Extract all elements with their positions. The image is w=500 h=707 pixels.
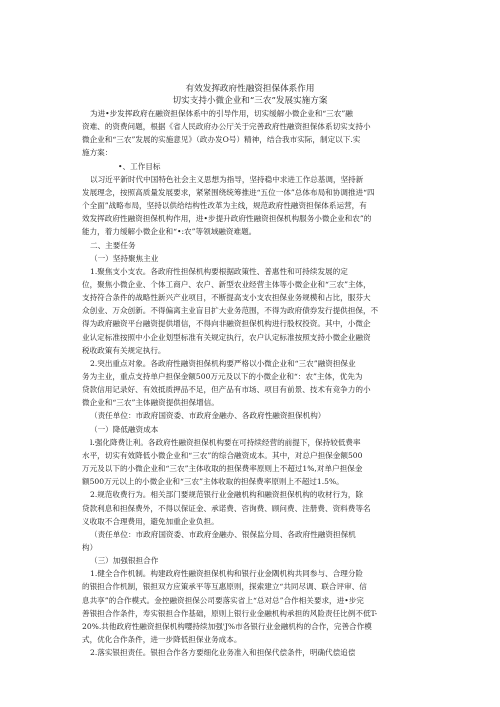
body-line: 能力，着力缓解小微企业和“•:农”等领域融资难题。 — [82, 227, 257, 237]
body-line: 得为政府融资平台融资提供增信，不得向非融资担保机构进行股权投资。其中，小微企 — [82, 319, 371, 329]
body-line: 微企业和“三农”主体融资提供担保增信。 — [82, 398, 219, 408]
body-line: 众创业、万众创新。不得偏离主业盲目扩大业务范围，不得为政府债券发行提供担保，不 — [82, 306, 379, 316]
body-line: 2.突出重点对象。各政府性融资担保机构要严格以小微企业和“三农”融资担保业 — [90, 358, 356, 368]
body-line: 支持符合条件的战略性新兴产业项目，不断提高支小支农担保业务规模和占比，服芬大 — [82, 293, 371, 303]
body-line: 税收政策有关规定执行。 — [82, 345, 166, 355]
body-line: 个全面”战略布局，坚持以供给结构性改革为主线，规范政府性融资担保体系运营，有 — [82, 201, 367, 211]
body-line: 式，优化合作条件，进一步降低担保业务成本。 — [82, 635, 242, 644]
body-line: 1.聚焦支小支农。各政府性担保机构要根据政策性、普惠性和可持续发展的定 — [90, 266, 348, 276]
body-line: 息共享”的合作模式。金控融资担保公司要落实省上“总对总”合作相关要求，进•步完 — [82, 595, 364, 605]
body-line: 为进•步发挥政府在融资担保体系中的引导作用，切实缓解小微企业和“三农”融 — [90, 109, 353, 118]
body-line: 发展理念，按照高质量发展要求，紧紧围绕统筹推进“五位一体”总体布局和协调推进“四 — [82, 187, 375, 197]
body-line: （一）降低融资成本 — [90, 424, 159, 434]
document-subtitle: 切实支持小微企业和“三农”发展实施方案 — [172, 96, 328, 106]
body-line: l.强化降费让利。各政府性融资担保机构要在可持续经营的前提下，保持较低费率 — [90, 437, 361, 447]
body-line: （责任单位：市政府国资委、市政府金融办、银保监分局、各政府性融资担保机 — [90, 529, 356, 539]
body-line: 义收取不合理费用，避免加重企业负担。 — [82, 516, 219, 526]
body-line: 务为主业，重点支持单户担保金额500万元及以下的小微企业和“：农”主体，优先为 — [82, 372, 363, 381]
body-line: （三）加强银担合作 — [90, 556, 159, 566]
body-line: 微企业和“三农”发展的实施意见》（政办发O号）精神，结合我市实际，制定以下.实 — [82, 135, 361, 145]
body-line: 2.规范收费行为。相关部门要规范银行业金融机构和融资担保机构的收材行为，除 — [90, 490, 364, 500]
body-line: 位，聚焦小微企业、个体工商户、农户、新型农业经营主体等小微企业和“三农”主体， — [82, 279, 371, 289]
body-line: 贷款信用记录好、有效抵质押品不足，但产品有市场、项目有前景、技术有竞争力的小 — [82, 385, 371, 395]
body-line: 业认定标准按照中小企业划型标准有关规定执行，农户认定标准按照支持小微企业融资 — [82, 332, 371, 342]
body-line: 资难、的资费问题，根据《省人民政府办公厅关于完善政府性融资担保体系切实支持小 — [82, 122, 371, 132]
body-line: 贷款利息和担保费外，不得以保证金、承诺费、咨询费、顾问费、注册费、资料费等名 — [82, 503, 371, 513]
body-line: 以习近平新时代中国特色社会主义思想为指导，坚持稳中求进工作总基调，坚持新 — [90, 174, 364, 184]
body-line: 施方案： — [82, 148, 113, 158]
body-line: 二、主要任务 — [90, 240, 136, 250]
body-line: 1.健全合作机制。构建政府性融资担保机构和银行业金隅机构共同参与、合理分险 — [90, 569, 364, 579]
body-line: 效发挥政府性融资担保机构作用，进•步提升政府性融资担保机构服务小微企业和农”的 — [82, 214, 372, 224]
body-line: •、工作目标 — [118, 161, 161, 171]
body-line: 2.落实银担责任。银担合作各方要细化业务准入和担保代偿条件，明确代偿追偿 — [90, 648, 356, 658]
body-line: 善银担合作条件，寿实银担合作基础，原则上银行业金融机构承担的风险责任比例不低T- — [82, 608, 378, 618]
body-line: 的银担合作机制，银担双方应策承平等互惠原则，探索建立“共同尽调、联合评审、信 — [82, 582, 367, 592]
body-line: 万元及以下的小微企业和“三农”主体收取的担保费率原则上不超过1%,对单户担保金 — [82, 464, 363, 474]
body-line: （责任单位：市政府国资委、市政府金融办、各政府性融资担保机构） — [90, 411, 326, 421]
body-line: 水平，切实有效降低小微企业和“三农”的综合融资成本。其中，对总户担保金额500 — [82, 450, 363, 460]
body-line: 构） — [82, 542, 98, 552]
body-line: （一）坚持聚焦主业 — [90, 253, 159, 263]
body-line: 额500万元以上的小微企业和“三农”主体收取的担保费率原则上不超过1.5%。 — [82, 477, 344, 487]
document-title: 有效发挥政府性融资担保体系作用 — [185, 84, 315, 94]
body-line: 20%.共他政府性融资担保机构嘤持续加强'J%市各银行业金融机构的合作，完善合作模 — [82, 621, 372, 631]
